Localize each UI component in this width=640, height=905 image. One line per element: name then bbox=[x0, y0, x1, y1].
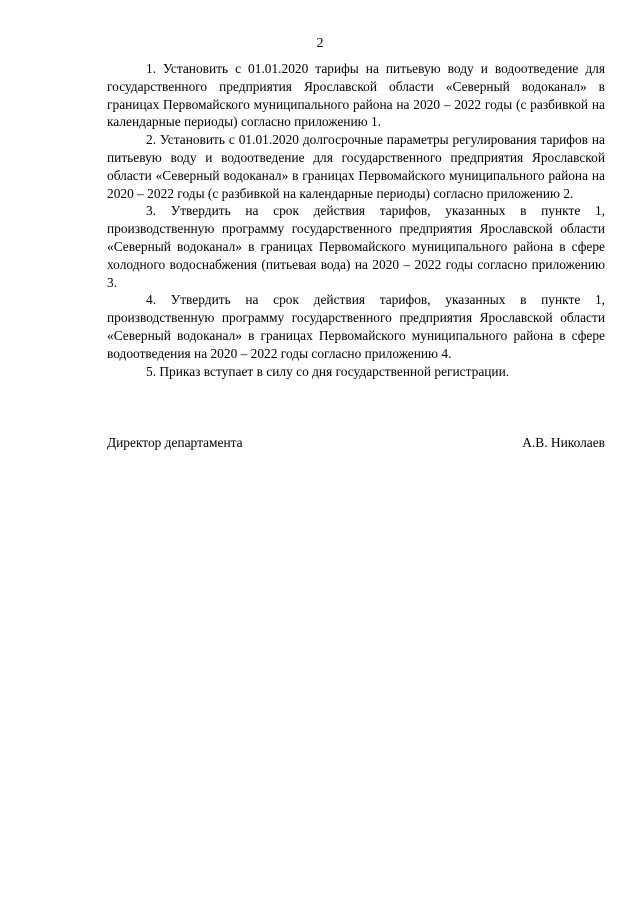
document-body bbox=[107, 60, 605, 380]
paragraph-4: 4. Утвердить на срок действия тарифов, указанных в пункте 1, производственную программу государственного предприятия Ярославской области «Северный водоканал» в границах Первомайского муниципального района в сфере водоотведения на 2020 – 2022 годы согласно приложению 4. bbox=[107, 292, 605, 361]
signatory-role: Директор департамента bbox=[107, 435, 243, 450]
page-number: 2 bbox=[316, 36, 324, 51]
paragraph-5: 5. Приказ вступает в силу со дня государственной регистрации. bbox=[146, 363, 510, 379]
paragraph-2: 2. Установить с 01.01.2020 долгосрочные параметры регулирования тарифов на питьевую воду и водоотведение для государственного предприятия Ярославской области «Северный водоканал» в границах Первомайского муниципального района на 2020 – 2022 годы (с разбивкой на календарные периоды) согласно приложению 2. bbox=[107, 132, 605, 201]
signatory-name: А.В. Николаев bbox=[522, 435, 605, 450]
paragraph-3: 3. Утвердить на срок действия тарифов, указанных в пункте 1, производственную программу государственного предприятия Ярославской области «Северный водоканал» в границах Первомайского муниципального района в сфере холодного водоснабжения (питьевая вода) на 2020 – 2022 годы согласно приложению 3. bbox=[107, 203, 605, 290]
paragraph-1: 1. Установить с 01.01.2020 тарифы на питьевую воду и водоотведение для государственного предприятия Ярославской области «Северный водоканал» в границах Первомайского муниципального района на 2020 – 2022 годы (с разбивкой на календарные периоды) согласно приложению 1. bbox=[107, 61, 605, 130]
